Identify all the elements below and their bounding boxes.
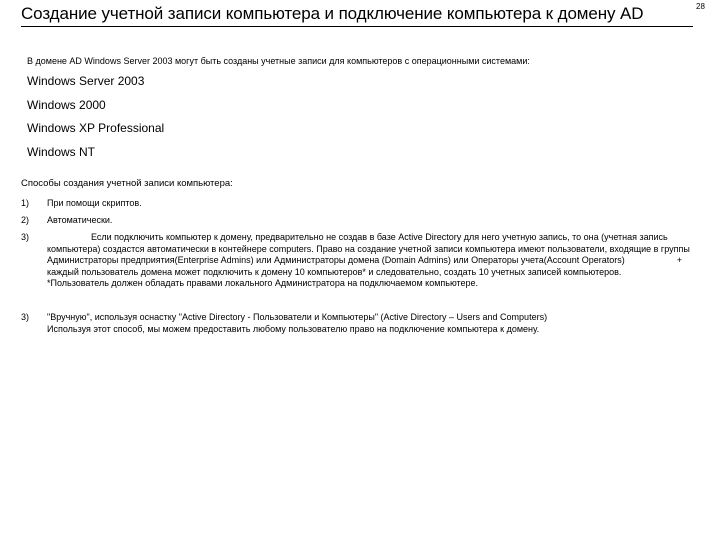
method-item bbox=[21, 232, 711, 290]
method-text: Автоматически. bbox=[47, 215, 113, 225]
method-item bbox=[21, 215, 711, 227]
os-list-item: Windows NT bbox=[27, 144, 96, 159]
method-text-continued: + каждый пользователь домена может подключить к домену 10 компьютеров* и следовательно, создать 10 учетных записей компьютеров. bbox=[47, 255, 683, 277]
method-number: 3) bbox=[21, 312, 30, 322]
method-item bbox=[21, 198, 711, 210]
method-text: При помощи скриптов. bbox=[47, 198, 142, 208]
method-number: 3) bbox=[21, 232, 30, 242]
methods-heading: Способы создания учетной записи компьютера: bbox=[21, 178, 233, 189]
method-text: Используя этот способ, мы можем предоставить любому пользователю право на подключение компьютера к домену. bbox=[47, 323, 540, 334]
os-list-item: Windows XP Professional bbox=[27, 121, 165, 135]
method-footnote: *Пользователь должен обладать правами локального Администратора на подключаемом компьютере. bbox=[47, 278, 479, 288]
os-list bbox=[27, 74, 164, 168]
method-body bbox=[47, 312, 711, 335]
page-number: 28 bbox=[696, 2, 705, 11]
method-number: 1) bbox=[21, 198, 30, 208]
method-body bbox=[47, 232, 711, 290]
title-underline bbox=[21, 26, 693, 27]
method-item bbox=[21, 312, 711, 335]
slide-title: Создание учетной записи компьютера и подключение компьютера к домену AD bbox=[21, 4, 644, 23]
method-text: "Вручную", используя оснастку "Active Directory - Пользователи и Компьютеры" (Active Directory – Users and Computers) bbox=[47, 312, 548, 322]
os-list-item: Windows 2000 bbox=[27, 97, 106, 112]
method-paragraph bbox=[47, 232, 711, 278]
os-list-item: Windows Server 2003 bbox=[27, 74, 145, 88]
method-number: 2) bbox=[21, 215, 30, 225]
intro-text: В домене AD Windows Server 2003 могут быть созданы учетные записи для компьютеров с операционными системами: bbox=[27, 56, 530, 66]
method-text: Если подключить компьютер к домену, предварительно не создав в базе Active Directory для него учетную запись, то она (учетная запись компьютера) создастся автоматически в контейнере computers. Право на создание учетной записи компьютера имеют пользователи, входящие в группы Администраторы предприятия(Enterprise Admins) или Администраторы домена (Domain Admins) или Операторы учета(Account Operators) bbox=[47, 232, 690, 265]
